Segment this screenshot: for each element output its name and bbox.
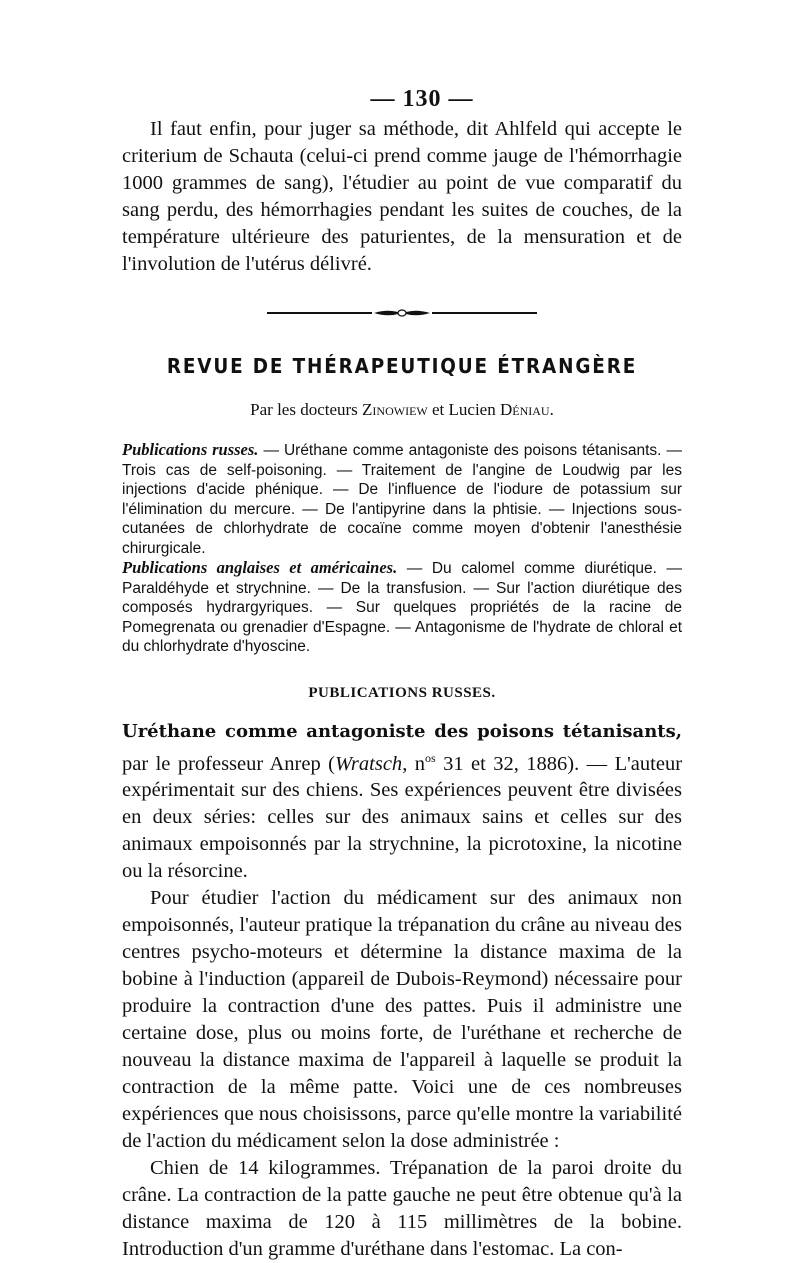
author-deniau: Déniau bbox=[500, 400, 550, 419]
byline-suffix: . bbox=[550, 400, 554, 419]
summary-block bbox=[122, 440, 682, 657]
article-p1-c: 31 et 32, 1886). — L'auteur expérimentait sur des chiens. Ses expériences peuvent être divisées en deux séries: celles sur des animaux sains et celles sur des animaux empoisonnés par la strychnine, la picrotoxine, la nicotine ou la résorcine. bbox=[122, 752, 682, 882]
article-p1-a: par le professeur Anrep ( bbox=[122, 752, 335, 774]
ornamental-divider bbox=[267, 308, 537, 318]
section-title: REVUE DE THÉRAPEUTIQUE ÉTRANGÈRE bbox=[144, 354, 659, 378]
article-paragraph-3: Chien de 14 kilogrammes. Trépanation de la paroi droite du crâne. La contraction de la patte gauche ne peut être obtenue qu'à la distance maxima de 120 à 115 millimètres de la bobine. Introduction d'un gramme d'uréthane dans l'estomac. La con- bbox=[122, 1155, 682, 1263]
byline-prefix: Par les docteurs bbox=[250, 400, 362, 419]
page-number: — 130 — bbox=[162, 82, 682, 116]
summary-russes-text: — Uréthane comme antagoniste des poisons tétanisants. — Trois cas de self-poisoning. — Traitement de l'angine de Loudwig par les injections d'acide phénique. — De l'influence de l'iodure de potassium sur l'élimination du mercure. — De l'antipyrine dans la phtisie. — Injections sous-cutanées de chlorhydrate de cocaïne comme moyen d'obtenir l'anesthésie chirurgicale. bbox=[122, 442, 682, 557]
article-paragraph-2: Pour étudier l'action du médicament sur des animaux non empoisonnés, l'auteur pratique la trépanation du crâne au niveau des centres psycho-moteurs et détermine la distance maxima de la bobine à l'induction (appareil de Dubois-Reymond) nécessaire pour produire la contraction d'une des pattes. Puis il administre une certaine dose, plus ou moins forte, de l'uréthane et recherche de nouveau la distance maxima de l'appareil à laquelle se produit la contraction de la même patte. Voici une de ces nombreuses expériences que nous choisissons, parce qu'elle montre la variabilité de l'action du médicament selon la dose administrée : bbox=[122, 885, 682, 1155]
book-page bbox=[122, 82, 682, 1263]
issue-superscript: os bbox=[425, 751, 436, 765]
intro-paragraph: Il faut enfin, pour juger sa méthode, dit Ahlfeld qui accepte le criterium de Schauta (celui-ci prend comme jauge de l'hémorrhagie 1000 grammes de sang), l'étudier au point de vue comparatif du sang perdu, des hémorrhagies pendant les suites de couches, de la température ultérieure des paturientes, de la mensuration et de l'involution de l'utérus délivré. bbox=[122, 116, 682, 278]
summary-anglaises bbox=[122, 558, 682, 657]
summary-anglaises-text: — Du calomel comme diurétique. — Paraldéhyde et strychnine. — De la transfusion. — Sur l'action diurétique des composés hydrargyriques. — Sur quelques propriétés de la racine de Pomegrenata ou grenadier d'Espagne. — Antagonisme de l'hydrate de chloral et du chlorhydrate d'hyoscine. bbox=[122, 560, 682, 655]
article-title: Uréthane comme antagoniste des poisons tétanisants, bbox=[122, 721, 682, 742]
summary-russes bbox=[122, 440, 682, 558]
author-zinowiew: Zinowiew bbox=[362, 400, 428, 419]
summary-anglaises-head: Publications anglaises et américaines. bbox=[122, 558, 397, 577]
article-paragraph-1 bbox=[122, 718, 682, 886]
byline bbox=[122, 400, 682, 420]
journal-name: Wratsch bbox=[335, 752, 402, 774]
byline-connector: et Lucien bbox=[428, 400, 500, 419]
article-body bbox=[122, 718, 682, 1263]
summary-russes-head: Publications russes. bbox=[122, 440, 258, 459]
article-p1-b: , n bbox=[402, 752, 425, 774]
subheading-publications-russes: PUBLICATIONS RUSSES. bbox=[122, 685, 682, 702]
divider-ornament-icon bbox=[372, 308, 432, 318]
